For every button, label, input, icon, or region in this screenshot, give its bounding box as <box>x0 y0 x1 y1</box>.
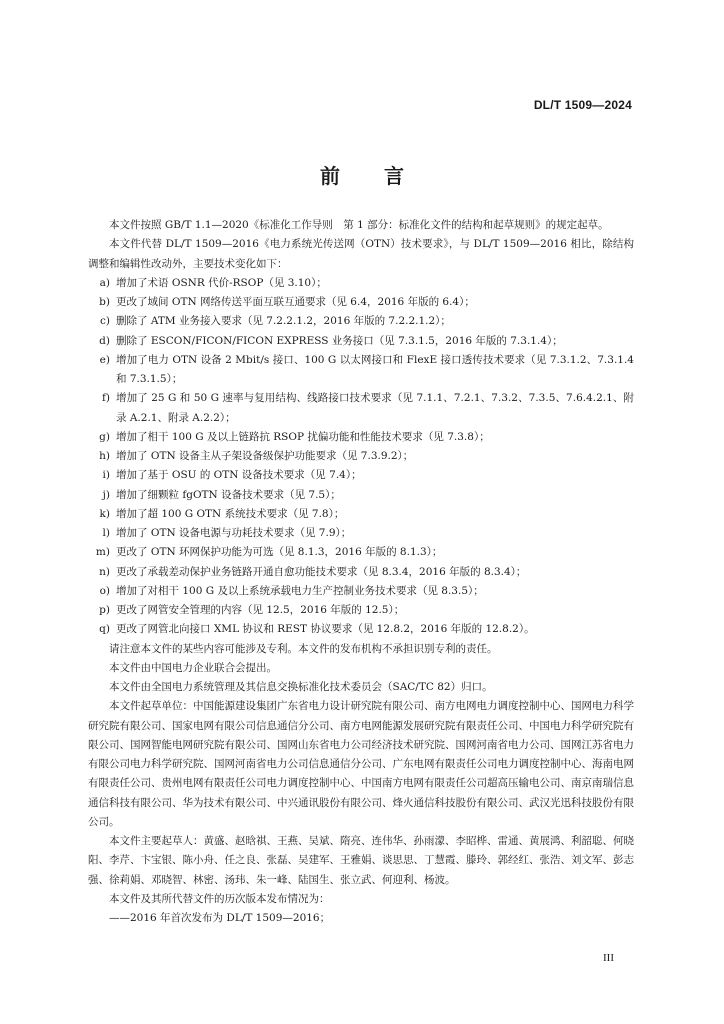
list-text: 删除了 ATM 业务接入要求（见 7.2.2.1.2，2016 年版的 7.2.2.1.2）； <box>116 315 451 328</box>
list-item <box>88 312 634 331</box>
drafters: 本文件主要起草人：黄盛、赵晗祺、王燕、吴斌、隋亮、连伟华、孙雨濛、李昭桦、雷通、黄展鸿、利韶聪、何晓阳、李芹、卞宝银、陈小舟、任之良、张磊、吴建军、王雅娟、谈思思、丁慧霞、滕玲、郭经红、张浩、刘文军、彭志强、徐莉娟、邓晓智、林密、汤玮、朱一峰、陆国生、张立武、何迎利、杨波。 <box>88 835 634 886</box>
committee-statement: 本文件由全国电力系统管理及其信息交换标准化技术委员会（SAC/TC 82）归口。 <box>109 681 493 693</box>
list-label: d ) <box>88 332 114 351</box>
list-label: k ) <box>88 505 114 524</box>
list-label: b ) <box>88 293 114 312</box>
list-text: 增加了 25 G 和 50 G 速率与复用结构、线路接口技术要求（见 7.1.1、7.2.1、7.3.2、7.3.5、7.6.4.2.1、附录 A.2.1、附录 A.2.2）； <box>116 392 634 424</box>
list-item <box>88 293 634 312</box>
list-text: 增加了对相干 100 G 及以上系统承载电力生产控制业务技术要求（见 8.3.5）； <box>116 584 484 597</box>
drafting-organizations: 本文件起草单位：中国能源建设集团广东省电力设计研究院有限公司、南方电网电力调度控制中心、国网电力科学研究院有限公司、国家电网有限公司信息通信分公司、南方电网能源发展研究院有限责任公司、中国电力科学研究院有限公司、国网智能电网研究院有限公司、国网山东省电力公司经济技术研究院、国网河南省电力公司、国网江苏省电力有限公司电力科学研究院、国网河南省电力公司信息通信分公司、广东电网有限责任公司电力调度控制中心、海南电网有限责任公司、贵州电网有限责任公司电力调度控制中心、中国南方电网有限责任公司超高压输电公司、南京南瑞信息通信科技有限公司、华为技术有限公司、中兴通讯股份有限公司、烽火通信科技股份有限公司、武汉光迅科技股份有限公司。 <box>88 700 634 828</box>
list-label: m ) <box>88 543 114 562</box>
standard-code: DL/T 1509—2024 <box>533 98 632 112</box>
list-label: l ) <box>88 524 114 543</box>
list-item <box>88 332 634 351</box>
list-text: 增加了基于 OSU 的 OTN 设备技术要求（见 7.4）； <box>116 469 362 482</box>
list-text: 更改了网管安全管理的内容（见 12.5，2016 年版的 12.5）； <box>116 604 405 616</box>
list-label: p ) <box>88 601 114 620</box>
version-history-intro: 本文件及其所代替文件的历次版本发布情况为： <box>109 892 330 905</box>
patent-notice: 请注意本文件的某些内容可能涉及专利。本文件的发布机构不承担识别专利的责任。 <box>109 642 498 655</box>
changes-list <box>88 274 634 640</box>
proposer-statement: 本文件由中国电力企业联合会提出。 <box>109 661 277 674</box>
list-label: e ) <box>88 351 114 370</box>
list-item <box>88 274 634 293</box>
list-text: 增加了相干 100 G 及以上链路抗 RSOP 扰偏功能和性能技术要求（见 7.3.8）； <box>116 430 490 443</box>
list-label: h ) <box>88 447 114 466</box>
list-item <box>88 543 634 562</box>
list-label: c ) <box>88 312 114 331</box>
list-text: 更改了 OTN 环网保护功能为可选（见 8.1.3，2016 年版的 8.1.3）； <box>116 546 443 559</box>
list-label: i ) <box>88 466 114 485</box>
list-item <box>88 428 634 447</box>
list-label: f ) <box>88 389 114 408</box>
list-text: 增加了 OTN 设备主从子架设备级保护功能要求（见 7.3.9.2）； <box>116 450 414 462</box>
list-text: 删除了 ESCON/FICON/FICON EXPRESS 业务接口（见 7.3.1.5，2016 年版的 7.3.1.4）； <box>116 334 563 347</box>
list-text: 更改了承载差动保护业务链路开通自愈功能技术要求（见 8.3.4，2016 年版的 8.3.4）； <box>116 565 527 578</box>
list-item <box>88 563 634 582</box>
list-item <box>88 466 634 485</box>
list-text: 增加了超 100 G OTN 系统技术要求（见 7.8）； <box>116 507 345 520</box>
list-item <box>88 601 634 620</box>
list-label: o ) <box>88 582 114 601</box>
list-label: g ) <box>88 428 114 447</box>
page-number: III <box>603 952 614 964</box>
list-text: 增加了 OTN 设备电源与功耗技术要求（见 7.9）； <box>116 527 352 539</box>
version-history-item: ——2016 年首次发布为 DL/T 1509—2016； <box>109 912 331 924</box>
list-item <box>88 389 634 428</box>
list-text: 更改了域间 OTN 网络传送平面互联互通要求（见 6.4，2016 年版的 6.4）； <box>116 296 475 308</box>
list-item <box>88 620 634 639</box>
intro-paragraph: 本文件按照 GB/T 1.1—2020《标准化工作导则 第 1 部分：标准化文件的结构和起草规则》的规定起草。 <box>109 219 609 231</box>
list-item <box>88 582 634 601</box>
list-label: n ) <box>88 563 114 582</box>
list-text: 增加了电力 OTN 设备 2 Mbit/s 接口、100 G 以太网接口和 FlexE 接口透传技术要求（见 7.3.1.2、7.3.1.4 和 7.3.1.5）； <box>116 353 634 385</box>
list-item <box>88 351 634 390</box>
list-text: 增加了术语 OSNR 代价-RSOP（见 3.10）； <box>116 276 327 289</box>
list-item <box>88 524 634 543</box>
list-label: q ) <box>88 620 114 639</box>
document-body <box>88 216 634 928</box>
list-label: a ) <box>88 274 114 293</box>
intro-paragraph: 本文件代替 DL/T 1509—2016《电力系统光传送网（OTN）技术要求》，与 DL/T 1509—2016 相比，除结构调整和编辑性改动外，主要技术变化如下： <box>88 238 634 270</box>
list-item <box>88 447 634 466</box>
page-title: 前言 <box>320 164 448 188</box>
list-item <box>88 505 634 524</box>
list-text: 更改了网管北向接口 XML 协议和 REST 协议要求（见 12.8.2，2016 年版的 12.8.2）。 <box>116 623 535 636</box>
list-text: 增加了细颗粒 fgOTN 设备技术要求（见 7.5）； <box>116 488 341 501</box>
list-item <box>88 486 634 505</box>
list-label: j ) <box>88 486 114 505</box>
